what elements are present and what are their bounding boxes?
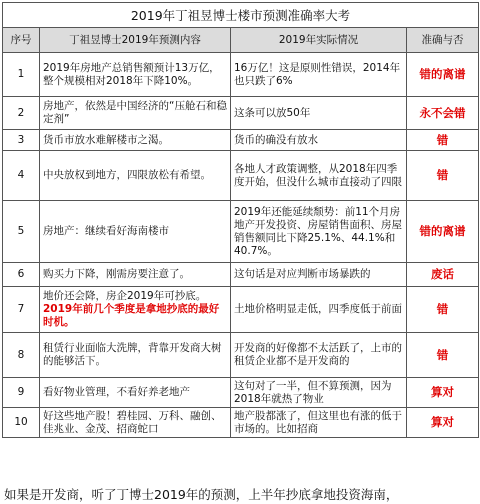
table-row — [3, 408, 479, 438]
row-number: 7 — [3, 287, 40, 333]
verdict-cell: 错 — [407, 333, 479, 378]
actual-cell: 这条可以放50年 — [231, 97, 407, 130]
prediction-cell: 好这些地产股！碧桂园、万科、融创、佳兆业、金茂、招商蛇口 — [40, 408, 231, 438]
row-number: 4 — [3, 151, 40, 201]
table-row — [3, 333, 479, 378]
col-header-no: 序号 — [3, 28, 40, 53]
table-row — [3, 151, 479, 201]
prediction-cell: 看好物业管理，不看好养老地产 — [40, 378, 231, 408]
table-title-row — [3, 3, 479, 28]
actual-cell: 各地人才政策调整，从2018年四季度开始，但没什么城市直接动了四限 — [231, 151, 407, 201]
footer-text: 如果是开发商，听了丁博士2019年的预测，上半年抄底拿地投资海南， — [4, 487, 399, 502]
col-header-verdict: 准确与否 — [407, 28, 479, 53]
table-row — [3, 130, 479, 151]
actual-cell: 地产股都涨了，但这里也有涨的低于市场的。比如招商 — [231, 408, 407, 438]
table-row — [3, 97, 479, 130]
prediction-cell: 购买力下降，刚需房要注意了。 — [40, 263, 231, 287]
table-row — [3, 53, 479, 97]
verdict-cell: 永不会错 — [407, 97, 479, 130]
row-number: 3 — [3, 130, 40, 151]
verdict-cell: 算对 — [407, 378, 479, 408]
prediction-cell: 房地产，依然是中国经济的“压舱石和稳定剂” — [40, 97, 231, 130]
verdict-cell: 错的离谱 — [407, 53, 479, 97]
actual-cell: 土地价格明显走低，四季度低于前面 — [231, 287, 407, 333]
prediction-cell: 2019年房地产总销售额预计13万亿，整个规模相对2018年下降10%。 — [40, 53, 231, 97]
actual-cell: 货币的确没有放水 — [231, 130, 407, 151]
prediction-cell: 货币市放水难解楼市之渴。 — [40, 130, 231, 151]
table-row — [3, 263, 479, 287]
verdict-cell: 错 — [407, 130, 479, 151]
prediction-text: 地价还会降，房企2019年可抄底。 — [43, 290, 207, 302]
actual-cell: 开发商的好像都不太活跃了，上市的租赁企业都不是开发商的 — [231, 333, 407, 378]
table-row — [3, 287, 479, 333]
table-title: 2019年丁祖昱博士楼市预测准确率大考 — [3, 3, 479, 28]
actual-cell: 这句对了一半，但不算预测，因为2018年就热了物业 — [231, 378, 407, 408]
prediction-highlight: 2019年前几个季度是拿地抄底的最好时机。 — [43, 303, 220, 328]
row-number: 6 — [3, 263, 40, 287]
verdict-cell: 错 — [407, 287, 479, 333]
table-row — [3, 378, 479, 408]
col-header-actual: 2019年实际情况 — [231, 28, 407, 53]
row-number: 8 — [3, 333, 40, 378]
prediction-cell: 租赁行业面临大洗牌，背靠开发商大树的能够活下。 — [40, 333, 231, 378]
prediction-table — [2, 2, 479, 438]
row-number: 5 — [3, 201, 40, 263]
actual-cell: 这句话是对应判断市场暴跌的 — [231, 263, 407, 287]
col-header-prediction: 丁祖昱博士2019年预测内容 — [40, 28, 231, 53]
prediction-cell — [40, 287, 231, 333]
prediction-cell: 房地产：继续看好海南楼市 — [40, 201, 231, 263]
verdict-cell: 错 — [407, 151, 479, 201]
actual-cell: 2019年还能延续颓势：前11个月房地产开发投资、房屋销售面积、房屋销售额同比下降25.1%、44.1%和40.7%。 — [231, 201, 407, 263]
header-row — [3, 28, 479, 53]
row-number: 9 — [3, 378, 40, 408]
verdict-cell: 废话 — [407, 263, 479, 287]
table-row — [3, 201, 479, 263]
prediction-cell: 中央放权到地方，四限放松有希望。 — [40, 151, 231, 201]
row-number: 1 — [3, 53, 40, 97]
verdict-cell: 错的离谱 — [407, 201, 479, 263]
actual-cell: 16万亿！这是原则性错误，2014年也只跌了6% — [231, 53, 407, 97]
verdict-cell: 算对 — [407, 408, 479, 438]
row-number: 10 — [3, 408, 40, 438]
row-number: 2 — [3, 97, 40, 130]
